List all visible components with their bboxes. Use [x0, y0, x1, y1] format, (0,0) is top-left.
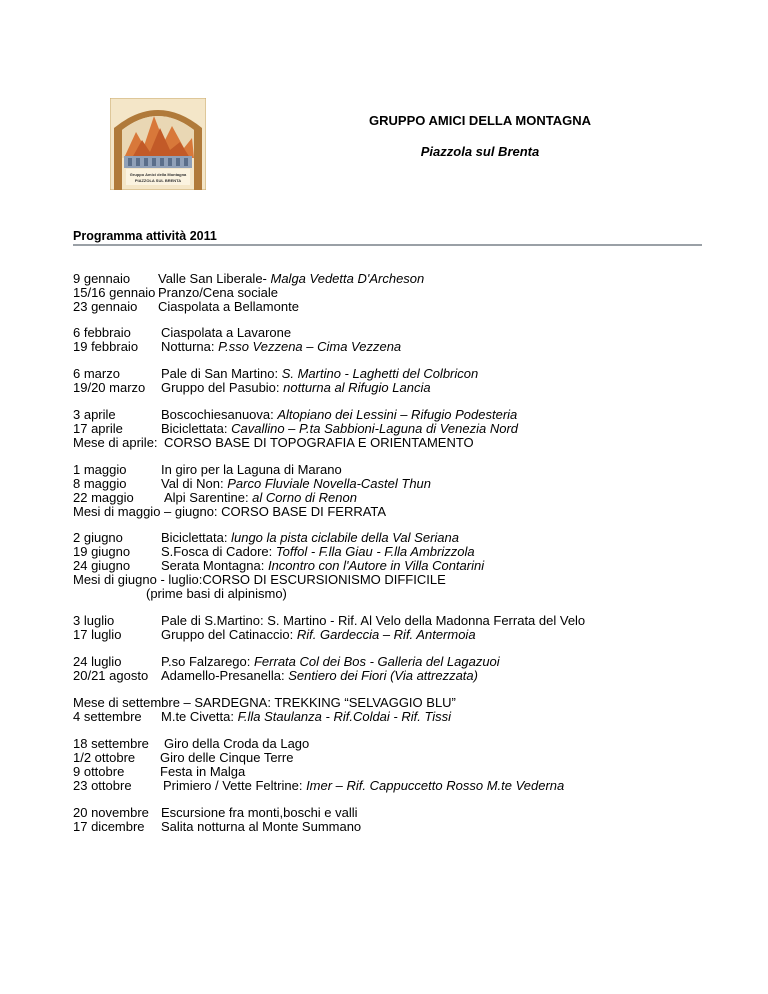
svg-text:Gruppo Amici della Montagna: Gruppo Amici della Montagna	[129, 172, 187, 177]
activity-text: Alpi Sarentine:	[164, 490, 253, 505]
document-title: GRUPPO AMICI DELLA MONTAGNA	[369, 113, 591, 128]
activity-detail: Altopiano dei Lessini – Rifugio Podesteria	[277, 407, 518, 422]
activity-date: 24 giugno	[73, 558, 131, 573]
activity-date: 3 aprile	[73, 407, 116, 422]
section-heading: Programma attività 2011	[73, 229, 217, 243]
activity-detail: lungo la pista ciclabile della Val Seriana	[231, 530, 459, 545]
activity-text: Gruppo del Pasubio:	[161, 380, 284, 395]
activity-date: 23 gennaio	[73, 299, 138, 314]
activity-text: P.so Falzarego:	[161, 654, 254, 669]
activity-detail: F.lla Staulanza - Rif.Coldai - Rif. Tissi	[237, 709, 452, 724]
activity-date: 19 febbraio	[73, 339, 139, 354]
activity-date: 22 maggio	[73, 490, 134, 505]
activity-text: Val di Non:	[161, 476, 228, 491]
activity-text: CORSO BASE DI TOPOGRAFIA E ORIENTAMENTO	[164, 435, 474, 450]
activity-date: 15/16 gennaio	[73, 285, 156, 300]
activity-date: Mese di aprile:	[73, 435, 158, 450]
activity-date: 4 settembre	[73, 709, 142, 724]
activity-date: 20/21 agosto	[73, 668, 149, 683]
activity-text: Adamello-Presanella:	[161, 668, 289, 683]
activity-text: In giro per la Laguna di Marano	[161, 462, 342, 477]
activity-detail: Imer – Rif. Cappuccetto Rosso M.te Vederna	[306, 778, 565, 793]
activity-date: 23 ottobre	[73, 778, 132, 793]
activity-date: 1 maggio	[73, 462, 127, 477]
activity-text: Salita notturna al Monte Summano	[161, 819, 362, 834]
activity-detail: Sentiero dei Fiori (Via attrezzata)	[288, 668, 478, 683]
activity-text: S.Fosca di Cadore:	[161, 544, 276, 559]
activity-date: 17 aprile	[73, 421, 123, 436]
activity-text: Notturna:	[161, 339, 219, 354]
activity-detail: P.sso Vezzena – Cima Vezzena	[218, 339, 402, 354]
activity-detail: S. Martino - Laghetti del Colbricon	[281, 366, 479, 381]
activity-date: 19/20 marzo	[73, 380, 146, 395]
activity-text: Pranzo/Cena sociale	[158, 285, 278, 300]
activity-text: Valle San Liberale-	[158, 271, 271, 286]
activity-date: 6 febbraio	[73, 325, 131, 340]
activity-text: Gruppo del Catinaccio:	[161, 627, 297, 642]
activity-date: 20 novembre	[73, 805, 149, 820]
activity-date: 3 luglio	[73, 613, 115, 628]
activity-date: 17 luglio	[73, 627, 122, 642]
activity-text: Festa in Malga	[160, 764, 246, 779]
activity-text: Biciclettata:	[161, 421, 232, 436]
activity-text: Primiero / Vette Feltrine:	[163, 778, 307, 793]
activity-date: 9 ottobre	[73, 764, 125, 779]
activity-detail: Cavallino – P.ta Sabbioni-Laguna di Venezia Nord	[231, 421, 519, 436]
activity-date: Mesi di maggio – giugno: CORSO BASE DI FERRATA	[73, 504, 387, 519]
activity-detail: notturna al Rifugio Lancia	[283, 380, 431, 395]
activity-text: Pale di S.Martino: S. Martino - Rif. Al Velo della Madonna Ferrata del Velo	[161, 613, 586, 628]
activity-text: Escursione fra monti,boschi e valli	[161, 805, 358, 820]
activity-detail: Malga Vedetta D'Archeson	[270, 271, 425, 286]
section-divider	[73, 244, 702, 246]
activity-date: 24 luglio	[73, 654, 122, 669]
activity-date: 2 giugno	[73, 530, 123, 545]
activity-text: Ciaspolata a Bellamonte	[158, 299, 299, 314]
activity-text: Giro della Croda da Lago	[164, 736, 310, 751]
activity-date: Mesi di giugno - luglio:CORSO DI ESCURSIONISMO DIFFICILE	[73, 572, 446, 587]
activity-date: 17 dicembre	[73, 819, 145, 834]
activity-text: (prime basi di alpinismo)	[146, 586, 287, 601]
activity-date: Mese di settembre – SARDEGNA: TREKKING “SELVAGGIO BLU”	[73, 695, 456, 710]
activity-text: Pale di San Martino:	[161, 366, 282, 381]
activity-detail: Rif. Gardeccia – Rif. Antermoia	[296, 627, 476, 642]
activity-date: 18 settembre	[73, 736, 149, 751]
activity-text: Boscochiesanuova:	[161, 407, 278, 422]
activity-detail: Toffol - F.lla Giau - F.lla Ambrizzola	[275, 544, 475, 559]
activity-date: 6 marzo	[73, 366, 120, 381]
club-logo	[110, 98, 206, 190]
activity-text: Ciaspolata a Lavarone	[161, 325, 292, 340]
activity-detail: Incontro con l'Autore in Villa Contarini	[267, 558, 485, 573]
activity-date: 9 gennaio	[73, 271, 131, 286]
activity-date: 1/2 ottobre	[73, 750, 136, 765]
activity-text: Biciclettata:	[161, 530, 232, 545]
activity-detail: Ferrata Col dei Bos - Galleria del Lagazuoi	[253, 654, 500, 669]
activity-text: Serata Montagna:	[161, 558, 268, 573]
svg-text:PIAZZOLA SUL BRENTA: PIAZZOLA SUL BRENTA	[134, 178, 182, 183]
activity-date: 8 maggio	[73, 476, 127, 491]
activity-date: 19 giugno	[73, 544, 131, 559]
document-subtitle: Piazzola sul Brenta	[420, 144, 540, 159]
activity-text: M.te Civetta:	[161, 709, 238, 724]
activity-text: Giro delle Cinque Terre	[160, 750, 294, 765]
activity-detail: al Corno di Renon	[252, 490, 357, 505]
activity-detail: Parco Fluviale Novella-Castel Thun	[227, 476, 432, 491]
